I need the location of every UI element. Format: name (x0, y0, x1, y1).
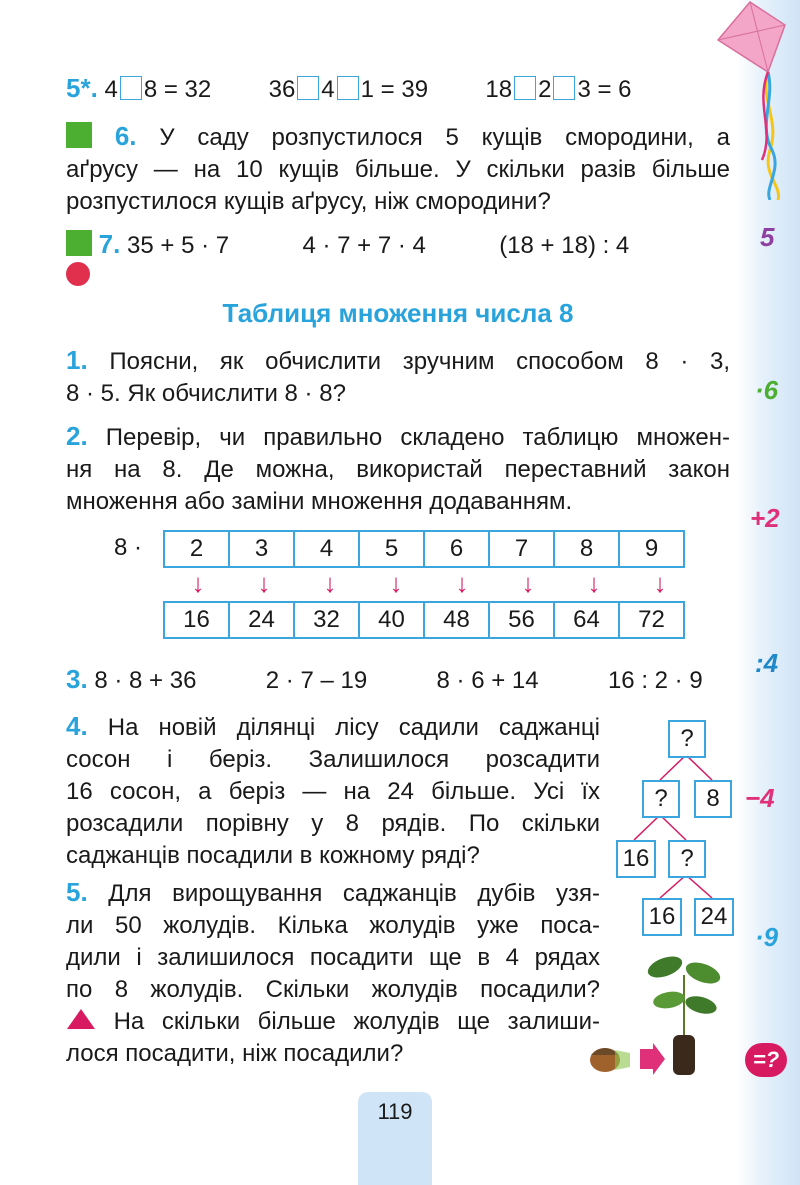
tree-node: 16 (616, 840, 656, 878)
tree-node: 24 (694, 898, 734, 936)
side-label-plus2: +2 (750, 503, 780, 533)
triangle-icon (66, 1007, 96, 1031)
green-square-icon (66, 230, 92, 256)
blank-box (120, 76, 142, 100)
exercise-7: 7. 35 + 5 · 7 4 · 7 + 7 · 4 (18 + 18) : 4 (66, 228, 726, 262)
tree-node: 8 (694, 780, 732, 818)
green-square-icon (66, 122, 92, 148)
task-3: 3. 8 · 8 + 36 2 · 7 – 19 8 · 6 + 14 16 : 2 · 9 (66, 664, 703, 694)
factor-cell: 7 (489, 531, 554, 567)
product-cell: 40 (359, 602, 424, 638)
blank-box (514, 76, 536, 100)
factor-cell: 9 (619, 531, 684, 567)
product-cell: 64 (554, 602, 619, 638)
product-cell: 24 (229, 602, 294, 638)
product-cell: 56 (489, 602, 554, 638)
arrow-down-icon: ↓ (587, 568, 601, 598)
factor-cell: 8 (554, 531, 619, 567)
task-2: 2. Перевір, чи правильно складено таблицю множен- ня на 8. Де можна, використай переставний закон множення або заміни множення додаванням. (66, 421, 731, 515)
tree-node: ? (668, 840, 706, 878)
factors-row (163, 530, 685, 568)
side-label-div4: :4 (755, 648, 779, 678)
task-5: 5. Для вирощування саджанців дубів узя- ли 50 жолудів. Кілька жолудів уже поса- дили і залишилося посадити ще в 4 рядах по 8 жолудів. Скільки жолудів посадили? На скільки більше жолудів ще залиши- лося посадити, ніж посадили? (66, 877, 601, 1067)
product-cell: 16 (164, 602, 229, 638)
exercise-number: 5*. (66, 73, 98, 103)
exercise-5-star: 5*. 4 8 = 32 36 4 1 = 39 18 2 3 = 6 (66, 73, 632, 103)
factor-cell: 3 (229, 531, 294, 567)
task-1: 1. Поясни, як обчислити зручним способом 8 · 3, 8 · 5. Як обчислити 8 · 8? (66, 345, 730, 407)
tree-node: 16 (642, 898, 682, 936)
factor-cell: 2 (164, 531, 229, 567)
arrow-down-icon: ↓ (257, 568, 271, 598)
product-cell: 72 (619, 602, 684, 638)
blank-box (553, 76, 575, 100)
check-badge: =? (745, 1043, 787, 1077)
arrow-down-icon: ↓ (389, 568, 403, 598)
product-cell: 32 (294, 602, 359, 638)
tree-node-root: ? (668, 720, 706, 758)
arrow-down-icon: ↓ (521, 568, 535, 598)
side-label-9: ·9 (755, 922, 779, 952)
table-prefix: 8 · (114, 534, 143, 561)
arrows-row (165, 566, 705, 600)
factor-cell: 5 (359, 531, 424, 567)
side-label-6: ·6 (755, 375, 779, 405)
acorn-seedling-illustration (585, 945, 735, 1085)
side-label-5: 5 (760, 222, 775, 252)
arrow-down-icon: ↓ (455, 568, 469, 598)
side-label-minus4: −4 (745, 783, 775, 813)
blank-box (297, 76, 319, 100)
task-4: 4. На новій ділянці лісу садили саджанці сосон і беріз. Залишилося розсадити 16 сосон, а беріз — на 24 більше. Усі їх розсадили порівну у 8 рядів. По скільки саджанців посадили в кожному ряді? (66, 711, 600, 869)
products-row (163, 601, 685, 639)
red-circle-icon (66, 262, 90, 286)
tree-node: ? (642, 780, 680, 818)
blank-box (337, 76, 359, 100)
exercise-6: 6. У саду розпустилося 5 кущів смородини, а аґрусу — на 10 кущів більше. У скільки разів більше розпустилося кущів аґрусу, ніж смородини? (66, 121, 730, 215)
section-title: Таблиця множення числа 8 (222, 298, 574, 328)
arrow-down-icon: ↓ (323, 568, 337, 598)
arrow-down-icon: ↓ (191, 568, 205, 598)
factor-cell: 4 (294, 531, 359, 567)
page-number: 119 (358, 1092, 432, 1185)
arrow-down-icon: ↓ (653, 568, 667, 598)
product-cell: 48 (424, 602, 489, 638)
factor-cell: 6 (424, 531, 489, 567)
